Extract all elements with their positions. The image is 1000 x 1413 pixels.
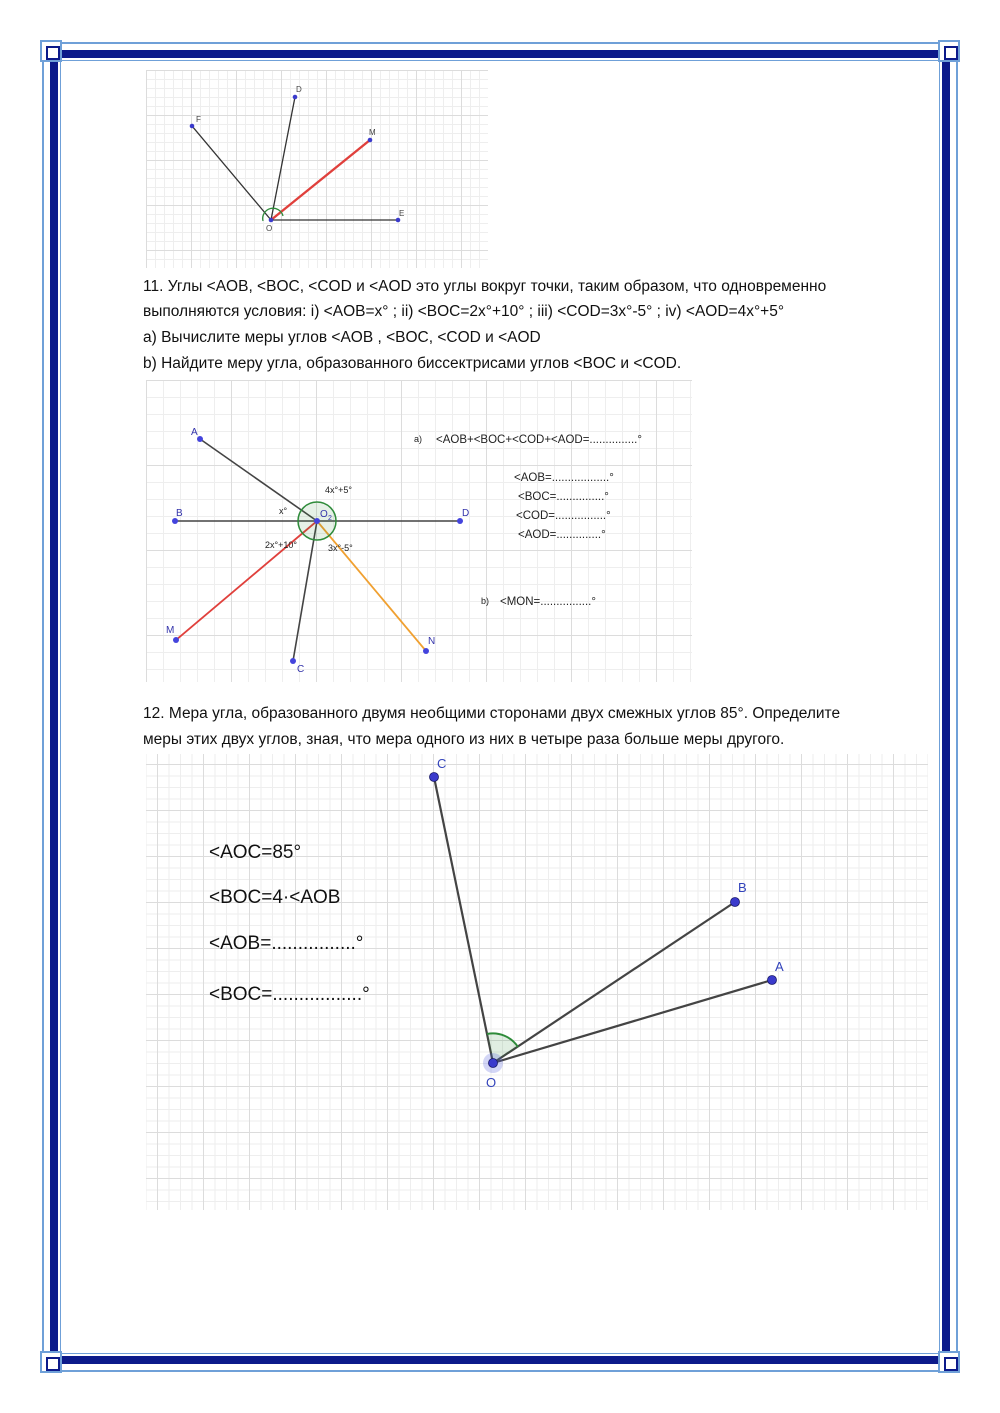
point-B <box>731 898 740 907</box>
label-A: A <box>775 959 784 974</box>
given-boc-relation: <BOC=4·<AOB <box>209 887 341 908</box>
point-O <box>489 1059 498 1068</box>
answer-b-marker: b) <box>481 596 490 606</box>
answer-a-marker: a) <box>414 434 423 444</box>
label-E: E <box>399 209 405 218</box>
angle-label-cod: 3x°-5° <box>328 543 353 553</box>
point-A <box>768 976 777 985</box>
ray-OC <box>434 777 493 1063</box>
label-O-subscript: 2 <box>328 515 332 522</box>
problem11-line2: выполняются условия: i) <AOB=x° ; ii) <BOC=2x°+10° ; iii) <COD=3x°-5° ; iv) <AOD=4x°+5° <box>143 303 785 320</box>
problem11-line1: 11. Углы <AOB, <BOC, <COD и <AOD это углы вокруг точки, таким образом, что одновременно <box>143 278 827 295</box>
answer-boc: <BOC=.................° <box>209 984 370 1005</box>
label-O: O <box>486 1075 497 1090</box>
answer-angle-sum: <AOB+<BOC+<COD+<AOD=...............° <box>436 434 642 446</box>
problem11-line4: b) Найдите меру угла, образованного биссектрисами углов <BOC и <COD. <box>143 355 682 372</box>
answer-aob: <AOB=..................° <box>514 472 614 484</box>
problem12-line1: 12. Мера угла, образованного двумя необщими сторонами двух смежных углов 85°. Определите <box>143 705 841 722</box>
answer-aod: <AOD=..............° <box>518 529 606 541</box>
point-C <box>430 773 439 782</box>
ray-OA <box>493 980 772 1063</box>
angle-label-aod: 4x°+5° <box>325 485 352 495</box>
answer-aob: <AOB=................° <box>209 933 364 954</box>
label-C: C <box>297 664 305 675</box>
label-C: C <box>437 756 447 771</box>
label-M: M <box>166 625 175 636</box>
label-D: D <box>462 508 470 519</box>
label-D: D <box>296 85 302 94</box>
angle-label-x: x° <box>279 506 288 516</box>
ray-OB <box>493 902 735 1063</box>
problem12-line2: меры этих двух углов, зная, что мера одного из них в четыре раза больше меры другого. <box>143 731 785 748</box>
label-M: M <box>369 128 376 137</box>
label-B: B <box>738 880 747 895</box>
label-B: B <box>176 508 183 519</box>
label-N: N <box>428 636 436 647</box>
answer-mon: <MON=................° <box>500 596 596 608</box>
label-F: F <box>196 115 201 124</box>
answer-boc: <BOC=...............° <box>518 491 609 503</box>
problem11-line3: a) Вычислите меры углов <AOB , <BOC, <COD и <AOD <box>143 329 541 346</box>
answer-cod: <COD=................° <box>516 510 611 522</box>
label-A: A <box>191 427 198 438</box>
label-O: O <box>320 509 328 520</box>
given-aoc: <AOC=85° <box>209 842 302 863</box>
label-O: O <box>266 224 273 233</box>
angle-label-boc: 2x°+10° <box>265 540 297 550</box>
